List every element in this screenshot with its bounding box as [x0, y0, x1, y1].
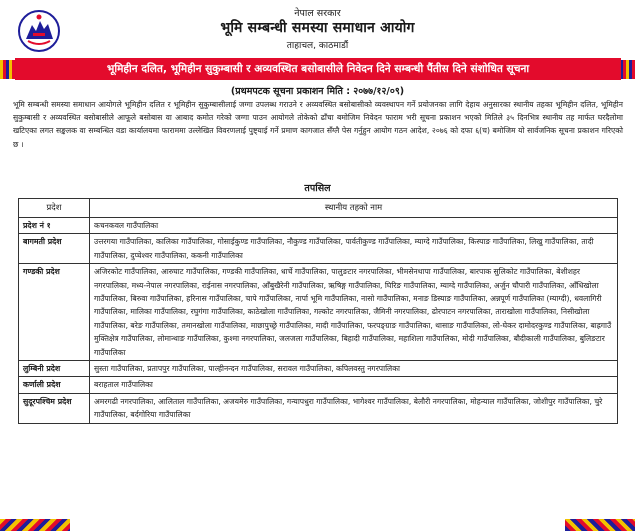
local-levels-cell: सुस्ता गाउँपालिका, प्रतापपुर गाउँपालिका, पाल्हीनन्दन गाउँपालिका, सरावल गाउँपालिका, कपिलवस्तु नगरपालिका — [90, 361, 618, 377]
left-flag-stripe — [0, 60, 15, 79]
province-cell: प्रदेश नं १ — [19, 218, 90, 234]
table-row — [19, 377, 618, 393]
schedule-title: तपसिल — [304, 183, 331, 194]
first-published-date: (प्रथमपटक सूचना प्रकाशन मिति : २०७७/१२/०९) — [230, 86, 405, 97]
table-row — [19, 218, 618, 234]
bottom-right-flag-stripe — [565, 519, 635, 531]
schedule-table — [18, 198, 618, 424]
table-row — [19, 264, 618, 361]
commission-address: ताहाचल, काठमाडौं — [286, 41, 349, 51]
table-row — [19, 361, 618, 377]
table-row — [19, 393, 618, 423]
province-cell: गण्डकी प्रदेश — [19, 264, 90, 361]
right-flag-stripe — [620, 60, 635, 79]
government-name: नेपाल सरकार — [294, 8, 341, 19]
province-cell: कर्णाली प्रदेश — [19, 377, 90, 393]
table-row — [19, 234, 618, 264]
title-banner — [15, 58, 621, 80]
province-cell: सुदूरपश्चिम प्रदेश — [19, 393, 90, 423]
province-cell: लुम्बिनी प्रदेश — [19, 361, 90, 377]
local-levels-cell: कचनकवल गाउँपालिका — [90, 218, 618, 234]
notice-body: भूमि सम्बन्धी समस्या समाधान आयोगले भूमिहीन दलित र भूमिहीन सुकुम्बासीलाई जग्गा उपलब्ध गराउने र अव्यवस्थित बसोबासीको व्यवस्थापन गर्ने प्रयोजनका लागि देहाय अनुसारका स्थानीय तहका भूमिहीन दलित, भूमिहीन सुकुम्बासी र अव्यवस्थित बसोबासीले आफूले बसोबास वा आबाद कमोत गरेको जग्गा पाउन आयोगले तोकेको ढाँचा बमोजिम निवेदन फाराम भरी सूचना प्रकाशन भएको मितिले ३५ दिनभित्र स्थानीय तह मार्फत घरदैलोमा खटिएका लगत सङ्कलक वा सम्बन्धित वडा कार्यालयमा फाराममा उल्लेखित विवरणलाई पुष्ट्याई गर्ने प्रमाण कागजात सँग्लै पेस गर्नुहुन आयोग गठन आदेश, २०७६ को दफा ६(च) बमोजिम यो सार्वजनिक सूचना प्रकाशन गरिएको छ । — [13, 100, 623, 149]
local-levels-cell: उत्तरगया गाउँपालिका, कालिका गाउँपालिका, गोसाईकुण्ड गाउँपालिका, नौकुण्ड गाउँपालिका, पार्वतीकुण्ड गाउँपालिका, म्याग्दे गाउँपालिका, किस्पाङ गाउँपालिका, लिखु गाउँपालिका, तादी गाउँपालिका, दुप्चेश्वर गाउँपालिका, ककनी गाउँपालिका — [90, 234, 618, 264]
province-cell: बागमती प्रदेश — [19, 234, 90, 264]
bottom-left-flag-stripe — [0, 519, 70, 531]
column-header-province: प्रदेश — [19, 199, 90, 218]
local-levels-cell: अमरगढी नगरपालिका, आलिताल गाउँपालिका, अजयमेरु गाउँपालिका, गन्यापधुरा गाउँपालिका, भागेश्वर गाउँपालिका, बेलौरी नगरपालिका, मोहन्याल गाउँपालिका, जोशीपुर गाउँपालिका, चुरे गाउँपालिका, बर्दगोरिया गाउँपालिका — [90, 393, 618, 423]
local-levels-cell: अजिरकोट गाउँपालिका, आरुघाट गाउँपालिका, गण्डकी गाउँपालिका, धार्चे गाउँपालिका, पालुङटार नगरपालिका, भीमसेनथापा गाउँपालिका, बारपाक सुलिकोट गाउँपालिका, बेशीशहर नगरपालिका, मध्य-नेपाल नगरपालिका, राईनास नगरपालिका, आँबुखैरेनी गाउँपालिका, ऋषिङ्ग गाउँपालिका, घिरिङ गाउँपालिका, म्याग्दे गाउँपालिका, अर्जुन चौपारी गाउँपालिका, आँधिखोला गाउँपालिका, बिरुवा गाउँपालिका, हरिनास गाउँपालिका, चापे गाउँपालिका, नार्पा भूमि गाउँपालिका, नासो गाउँपालिका, मनाङ डिस्याङ गाउँपालिका, अन्नपूर्ण गाउँपालिका (म्याग्दी), धवलागिरी गाउँपालिका, मालिका गाउँपालिका, रघुगंगा गाउँपालिका, काठेखोला गाउँपालिका, गल्कोट नगरपालिका, जैमिनी नगरपालिका, ढोरपाटन नगरपालिका, ताराखोला गाउँपालिका, निसीखोला गाउँपालिका, बरेङ गाउँपालिका, तमानखोला गाउँपालिका, माछापुच्छ्रे गाउँपालिका, मादी गाउँपालिका, फरपङ्ग्राङ गाउँपालिका, थासाङ गाउँपालिका, लो-घेकर दामोदरकुण्ड गाउँपालिका, बाह्रगाउँ मुक्तिक्षेत्र गाउँपालिका, लोमान्थाङ गाउँपालिका, कुश्मा नगरपालिका, जलजला गाउँपालिका, बिहादी गाउँपालिका, महाशिला गाउँपालिका, मोदी गाउँपालिका, बौदीकाली गाउँपालिका, बुलिङटार गाउँपालिका — [90, 264, 618, 361]
commission-name: भूमि सम्बन्धी समस्या समाधान आयोग — [220, 20, 415, 36]
notice-title: भूमिहीन दलित, भूमिहीन सुकुम्बासी र अव्यवस्थित बसोबासीले निवेदन दिने सम्बन्धी पैंतीस दिने संशोधित सूचना — [15, 58, 621, 80]
column-header-local-level: स्थानीय तहको नाम — [90, 199, 618, 218]
local-levels-cell: बराहताल गाउँपालिका — [90, 377, 618, 393]
table-header-row — [19, 199, 618, 218]
